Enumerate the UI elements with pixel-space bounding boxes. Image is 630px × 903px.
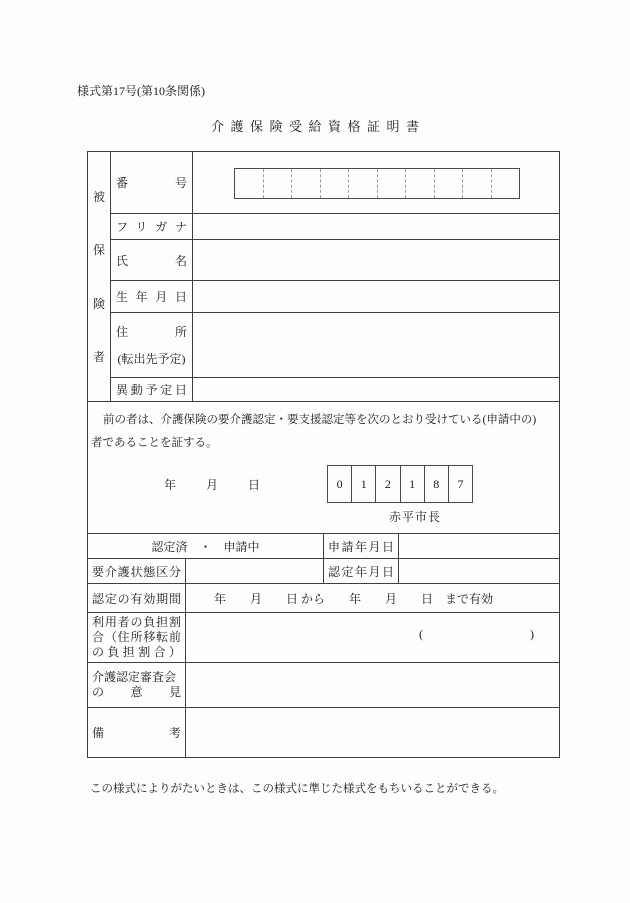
document-title: 介護保険受給資格証明書 [210, 119, 426, 134]
form-number: 様式第17号(第10条関係) [77, 84, 205, 98]
furigana-label: フリガナ [116, 220, 187, 234]
month-label: 月 [206, 478, 219, 492]
number-box-cell [235, 169, 263, 198]
name-value-cell [193, 240, 559, 280]
validity-value-cell: 年 月 日 から 年 月 日 まで有効 [214, 591, 494, 606]
care-level-label: 要介護状態区分 [92, 564, 181, 579]
burden-paren-open: ( [419, 627, 423, 641]
statement-line2: 者であることを証する。 [91, 437, 218, 449]
number-box-cell [491, 169, 520, 198]
furigana-label-cell [111, 214, 193, 239]
furigana-value-cell [193, 214, 559, 239]
number-value-cell [193, 152, 559, 213]
digit-cell: 7 [448, 466, 472, 502]
side-char: 被 [92, 190, 105, 205]
burden-paren-close: ) [530, 627, 534, 641]
address-sublabel: (転出先予定) [117, 352, 186, 366]
application-date-label-cell [324, 534, 399, 558]
address-row [111, 313, 559, 378]
number-box-cell [348, 169, 377, 198]
care-level-label-cell [88, 559, 186, 583]
transfer-date-row [111, 378, 559, 401]
digit-cell: 1 [400, 466, 424, 502]
digit-cell: 1 [351, 466, 375, 502]
insured-rows [111, 152, 559, 401]
number-box-cell [263, 169, 292, 198]
certificate-form-table [87, 151, 560, 758]
number-box-cell [434, 169, 463, 198]
committee-label-line: の 意 見 [92, 685, 181, 699]
furigana-row [111, 214, 559, 240]
committee-label-line: 介護認定審査会 [92, 670, 177, 684]
year-label: 年 [164, 478, 177, 492]
insurer-number-digit-box [327, 465, 473, 503]
digit-cell: 2 [375, 466, 399, 502]
insured-number-box [234, 168, 520, 199]
insured-section [88, 152, 559, 402]
insured-side-label [88, 152, 111, 401]
side-char: 者 [92, 349, 105, 364]
number-box-cell [320, 169, 349, 198]
day-label: 日 [248, 478, 261, 492]
birthdate-row [111, 281, 559, 313]
remarks-label: 備考 [92, 726, 181, 740]
remarks-value-cell [186, 708, 559, 757]
validity-label-cell [88, 584, 186, 612]
certification-date-label: 認定年月日 [328, 564, 394, 579]
certification-section [88, 534, 559, 757]
transfer-date-label: 異動予定日 [116, 383, 187, 397]
application-date-label: 申請年月日 [328, 539, 394, 554]
number-label: 番号 [116, 176, 187, 190]
issue-date-line [164, 476, 260, 493]
certificate-statement [91, 409, 558, 455]
status-cell: 認定済 ・ 申請中 [88, 534, 324, 558]
burden-label-line: 合（住所移転前 [92, 630, 181, 644]
number-box-cell [291, 169, 320, 198]
remarks-label-cell [88, 708, 186, 757]
digit-cell: 0 [336, 476, 343, 491]
validity-row [88, 584, 559, 613]
transfer-date-label-cell [111, 378, 193, 401]
name-label-cell [111, 240, 193, 280]
committee-label-cell [88, 663, 186, 707]
care-level-row [88, 559, 559, 584]
number-box-cell [377, 169, 406, 198]
issuer-name: 赤平市長 [389, 510, 442, 524]
number-box-cell [462, 169, 491, 198]
address-value-cell [193, 313, 559, 377]
number-row [111, 152, 559, 214]
name-label: 氏名 [116, 253, 187, 268]
statement-section [88, 402, 559, 534]
birthdate-label: 生年月日 [116, 290, 187, 304]
address-label: 住所 [116, 325, 187, 339]
application-date-value-cell [399, 534, 559, 558]
remarks-row [88, 708, 559, 757]
committee-row [88, 663, 559, 708]
status-row [88, 534, 559, 559]
certification-date-value-cell [399, 559, 559, 583]
committee-value-cell [186, 663, 559, 707]
number-label-cell [111, 152, 193, 213]
address-label-cell [111, 313, 193, 377]
side-char: 保 [92, 243, 105, 258]
number-box-cell [405, 169, 434, 198]
burden-label-line: 利用者の負担割 [92, 615, 181, 629]
statement-line1: 前の者は、介護保険の要介護認定・要支援認定等を次のとおり受けている(申請中の) [103, 414, 537, 426]
burden-value-cell [186, 613, 559, 662]
name-row [111, 240, 559, 281]
footer-note: この様式によりがたいときは、この様式に準じた様式をもちいることができる。 [90, 783, 504, 795]
burden-label-cell [88, 613, 186, 662]
transfer-date-value-cell [193, 378, 559, 401]
certification-date-label-cell [324, 559, 399, 583]
birthdate-value-cell [193, 281, 559, 312]
validity-label: 認定の有効期間 [92, 591, 181, 606]
digit-cell: 8 [424, 466, 448, 502]
care-level-value-cell [186, 559, 324, 583]
side-char: 険 [92, 296, 105, 311]
burden-ratio-row [88, 613, 559, 663]
burden-label-line: の負担割合） [92, 645, 181, 659]
birthdate-label-cell [111, 281, 193, 312]
